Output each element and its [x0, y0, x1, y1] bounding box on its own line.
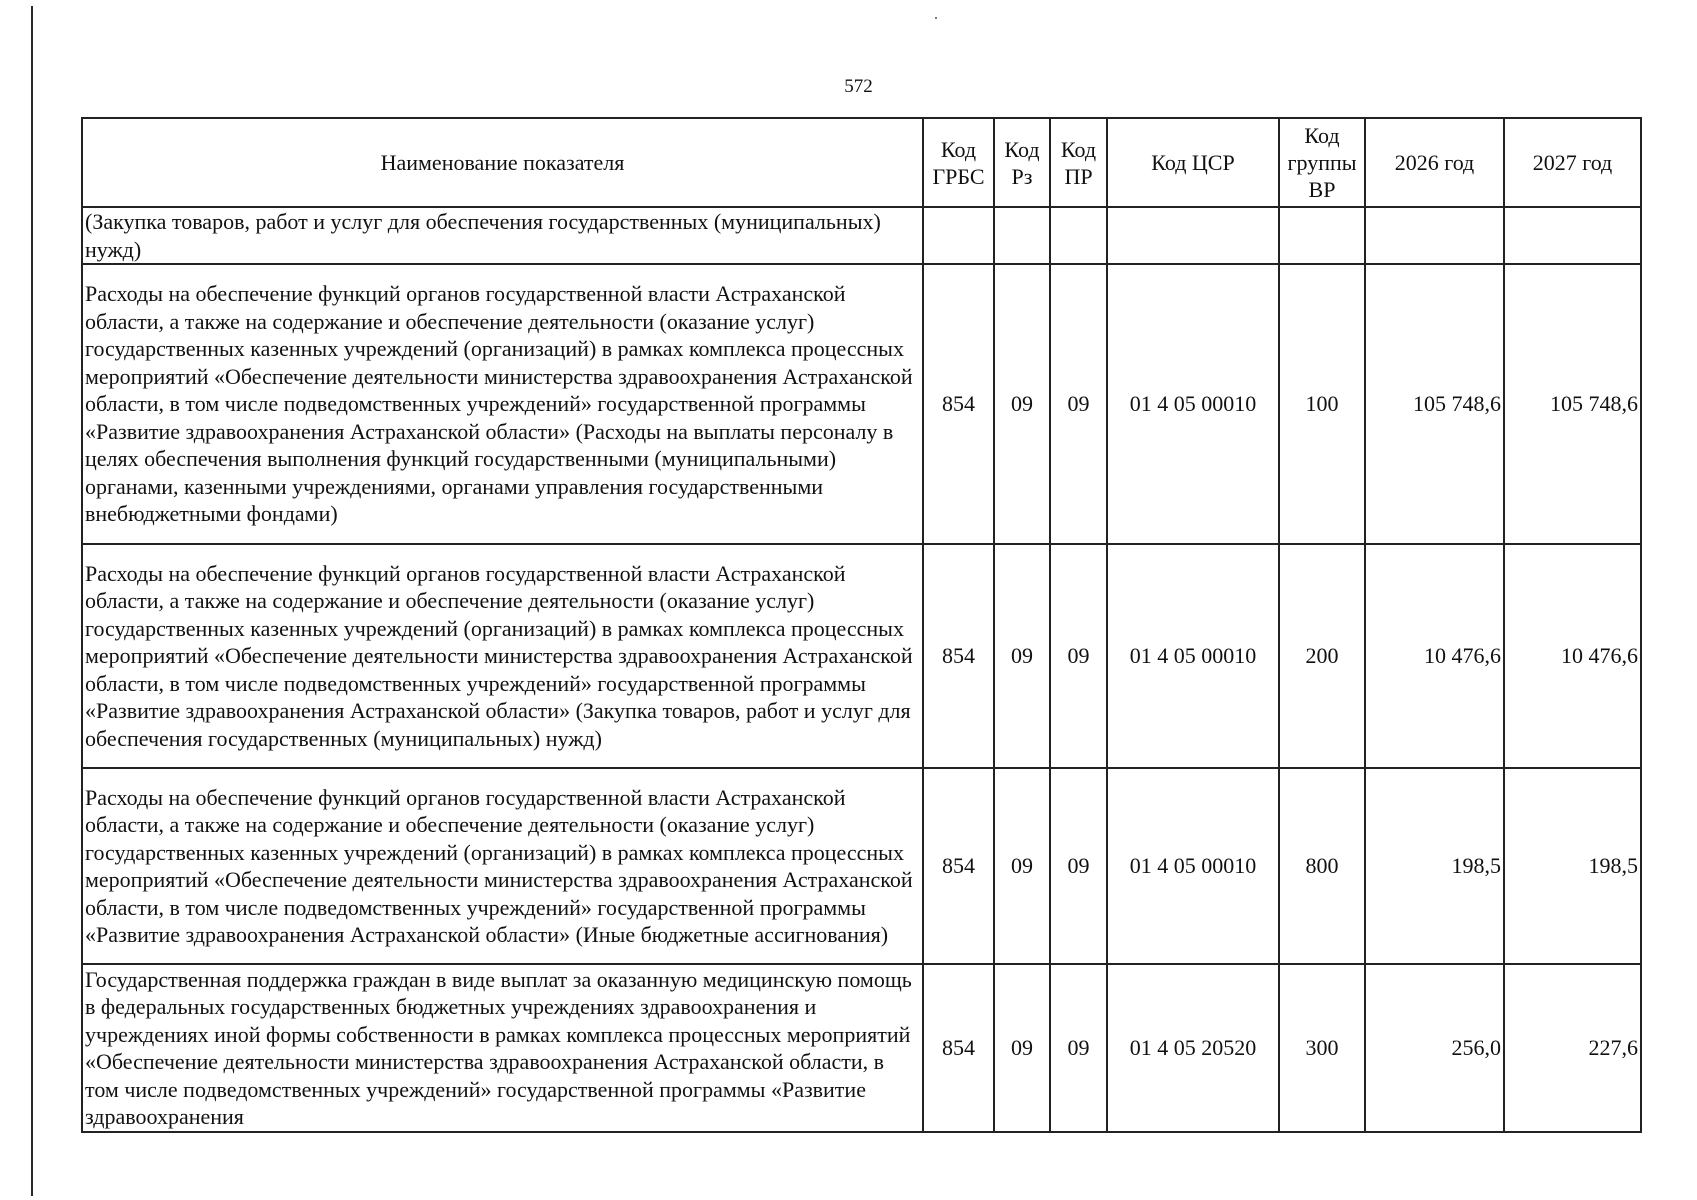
- scan-speck: [935, 17, 937, 19]
- row-vr: [1279, 207, 1365, 264]
- table-header-row: [82, 118, 1641, 207]
- row-vr: 300: [1279, 964, 1365, 1132]
- row-name: (Закупка товаров, работ и услуг для обеспечения государственных (муниципальных) нужд): [82, 207, 923, 264]
- row-pr: 09: [1050, 544, 1107, 768]
- row-grbs: 854: [923, 964, 994, 1132]
- row-rz: 09: [994, 264, 1050, 544]
- page-number: 572: [844, 76, 873, 97]
- budget-table: [81, 117, 1642, 1133]
- row-2027: 227,6: [1504, 964, 1641, 1132]
- row-pr: 09: [1050, 768, 1107, 964]
- row-grbs: 854: [923, 768, 994, 964]
- table-row: [82, 964, 1641, 1132]
- table-row: [82, 264, 1641, 544]
- header-name: Наименование показателя: [82, 118, 923, 207]
- row-2027: [1504, 207, 1641, 264]
- row-vr: 200: [1279, 544, 1365, 768]
- header-pr: Код ПР: [1050, 118, 1107, 207]
- header-2027: 2027 год: [1504, 118, 1641, 207]
- header-vr: Код группы ВР: [1279, 118, 1365, 207]
- row-2026: 105 748,6: [1365, 264, 1504, 544]
- row-2026: 198,5: [1365, 768, 1504, 964]
- row-2026: 256,0: [1365, 964, 1504, 1132]
- header-grbs: Код ГРБС: [923, 118, 994, 207]
- header-rz: Код Рз: [994, 118, 1050, 207]
- row-csr: 01 4 05 00010: [1107, 768, 1279, 964]
- row-2027: 198,5: [1504, 768, 1641, 964]
- row-grbs: [923, 207, 994, 264]
- row-rz: [994, 207, 1050, 264]
- row-2027: 105 748,6: [1504, 264, 1641, 544]
- table-row: [82, 768, 1641, 964]
- row-2026: 10 476,6: [1365, 544, 1504, 768]
- row-pr: 09: [1050, 264, 1107, 544]
- row-pr: 09: [1050, 964, 1107, 1132]
- row-pr: [1050, 207, 1107, 264]
- row-grbs: 854: [923, 544, 994, 768]
- row-csr: 01 4 05 00010: [1107, 264, 1279, 544]
- row-rz: 09: [994, 544, 1050, 768]
- row-csr: 01 4 05 20520: [1107, 964, 1279, 1132]
- row-name: Расходы на обеспечение функций органов государственной власти Астраханской области, а также на содержание и обеспечение деятельности (оказание услуг) государственных казенных учреждений (организаций) в рамках комплекса процессных мероприятий «Обеспечение деятельности министерства здравоохранения Астраханской области, в том числе подведомственных учреждений» государственной программы «Развитие здравоохранения Астраханской области» (Закупка товаров, работ и услуг для обеспечения государственных (муниципальных) нужд): [82, 544, 923, 768]
- table-row: [82, 207, 1641, 264]
- row-grbs: 854: [923, 264, 994, 544]
- row-csr: 01 4 05 00010: [1107, 544, 1279, 768]
- row-rz: 09: [994, 964, 1050, 1132]
- row-csr: [1107, 207, 1279, 264]
- row-vr: 800: [1279, 768, 1365, 964]
- row-name: Государственная поддержка граждан в виде выплат за оказанную медицинскую помощь в федеральных государственных бюджетных учреждениях здравоохранения и учреждениях иной формы собственности в рамках комплекса процессных мероприятий «Обеспечение деятельности министерства здравоохранения Астраханской области, в том числе подведомственных учреждений» государственной программы «Развитие здравоохранения: [82, 964, 923, 1132]
- header-2026: 2026 год: [1365, 118, 1504, 207]
- row-2026: [1365, 207, 1504, 264]
- scan-margin-line: [31, 6, 33, 1196]
- table-row: [82, 544, 1641, 768]
- row-name: Расходы на обеспечение функций органов государственной власти Астраханской области, а также на содержание и обеспечение деятельности (оказание услуг) государственных казенных учреждений (организаций) в рамках комплекса процессных мероприятий «Обеспечение деятельности министерства здравоохранения Астраханской области, в том числе подведомственных учреждений» государственной программы «Развитие здравоохранения Астраханской области» (Расходы на выплаты персоналу в целях обеспечения выполнения функций государственными (муниципальными) органами, казенными учреждениями, органами управления государственными внебюджетными фондами): [82, 264, 923, 544]
- row-vr: 100: [1279, 264, 1365, 544]
- row-2027: 10 476,6: [1504, 544, 1641, 768]
- row-name: Расходы на обеспечение функций органов государственной власти Астраханской области, а также на содержание и обеспечение деятельности (оказание услуг) государственных казенных учреждений (организаций) в рамках комплекса процессных мероприятий «Обеспечение деятельности министерства здравоохранения Астраханской области, в том числе подведомственных учреждений» государственной программы «Развитие здравоохранения Астраханской области» (Иные бюджетные ассигнования): [82, 768, 923, 964]
- header-csr: Код ЦСР: [1107, 118, 1279, 207]
- row-rz: 09: [994, 768, 1050, 964]
